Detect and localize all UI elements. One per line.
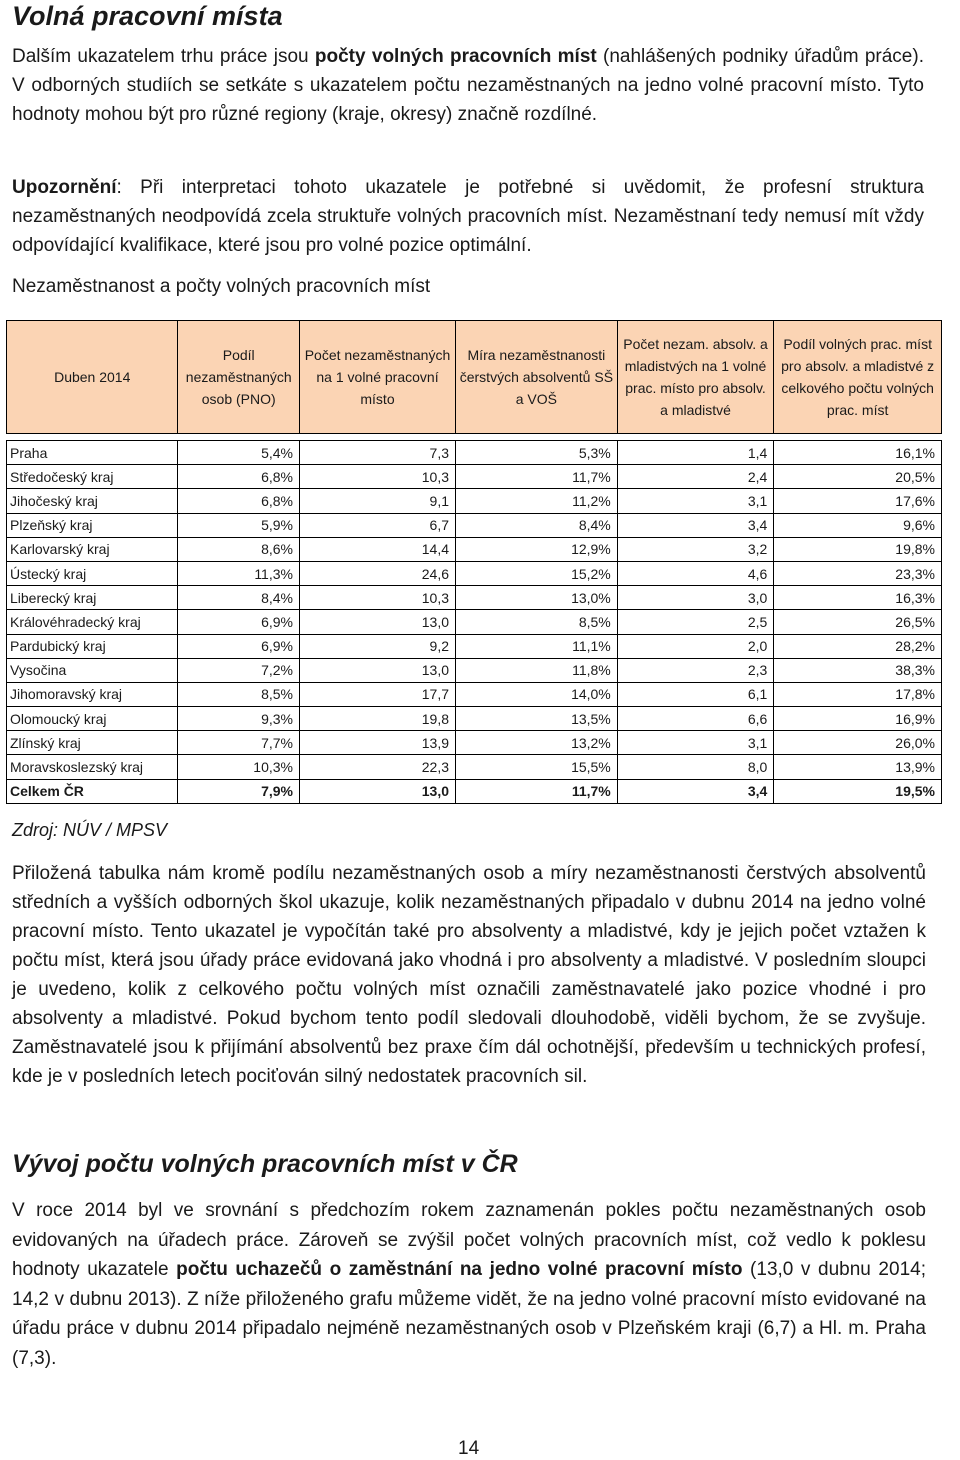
value-cell: 13,5%	[456, 707, 618, 731]
value-cell: 6,6	[617, 707, 774, 731]
text-span: Dalším ukazatelem trhu práce jsou	[12, 46, 315, 67]
value-cell: 13,9	[299, 731, 455, 755]
table-row	[7, 441, 942, 465]
value-cell: 2,3	[617, 658, 774, 682]
value-cell: 6,8%	[178, 465, 300, 489]
region-cell: Celkem ČR	[7, 779, 178, 803]
value-cell: 4,6	[617, 561, 774, 585]
region-cell: Středočeský kraj	[7, 465, 178, 489]
value-cell: 5,4%	[178, 441, 300, 465]
value-cell: 10,3	[299, 586, 455, 610]
table-row	[7, 465, 942, 489]
table-row	[7, 586, 942, 610]
value-cell: 8,6%	[178, 537, 300, 561]
value-cell: 7,7%	[178, 731, 300, 755]
value-cell: 9,2	[299, 634, 455, 658]
value-cell: 12,9%	[456, 537, 618, 561]
table-row	[7, 513, 942, 537]
table-row	[7, 634, 942, 658]
value-cell: 9,1	[299, 489, 455, 513]
value-cell: 13,0	[299, 779, 455, 803]
value-cell: 26,5%	[774, 610, 942, 634]
bold-text: počtu uchazečů o zaměstnání na jedno volné pracovní místo	[176, 1259, 743, 1280]
value-cell: 3,0	[617, 586, 774, 610]
region-cell: Liberecký kraj	[7, 586, 178, 610]
value-cell: 9,6%	[774, 513, 942, 537]
table-header-row	[7, 321, 942, 434]
value-cell: 11,8%	[456, 658, 618, 682]
text-span: (13,0 v dubnu 2014; 14,2 v dubnu 2013). Z níže přiloženého grafu můžeme vidět, že na jedno volné pracovní místo evidované na úřadu práce v dubnu 2014 připadalo nejméně nezaměstnaných osob v Plzeňském kraji (6,7) a Hl. m. Praha (7,3).	[12, 1259, 926, 1369]
table-row	[7, 755, 942, 779]
column-header: Počet nezam. absolv. a mladistvých na 1 volné prac. místo pro absolv. a mladistvé	[617, 321, 774, 434]
value-cell: 7,2%	[178, 658, 300, 682]
table-row	[7, 610, 942, 634]
value-cell: 17,7	[299, 682, 455, 706]
section-heading-2: Vývoj počtu volných pracovních míst v ČR	[12, 1150, 518, 1178]
value-cell: 1,4	[617, 441, 774, 465]
bold-text: počty volných pracovních míst	[314, 46, 597, 67]
value-cell: 9,3%	[178, 707, 300, 731]
value-cell: 7,3	[299, 441, 455, 465]
column-header: Duben 2014	[7, 321, 178, 434]
text-span: V roce 2014 byl ve srovnání s předchozím rokem zaznamenán pokles počtu nezaměstnaných osob evidovaných na úřadech práce. Zároveň se zvýšil počet volných pracovních míst, což vedlo k poklesu hodnoty ukazatele	[12, 1200, 926, 1280]
spacer-row	[7, 434, 942, 441]
total-row	[7, 779, 942, 803]
intro-paragraph	[12, 42, 924, 129]
value-cell: 13,0%	[456, 586, 618, 610]
value-cell: 28,2%	[774, 634, 942, 658]
value-cell: 10,3%	[178, 755, 300, 779]
region-cell: Ústecký kraj	[7, 561, 178, 585]
region-cell: Jihočeský kraj	[7, 489, 178, 513]
value-cell: 8,4%	[178, 586, 300, 610]
region-cell: Královéhradecký kraj	[7, 610, 178, 634]
region-cell: Zlínský kraj	[7, 731, 178, 755]
value-cell: 6,8%	[178, 489, 300, 513]
warning-label: Upozornění	[12, 177, 117, 198]
value-cell: 6,9%	[178, 610, 300, 634]
value-cell: 5,3%	[456, 441, 618, 465]
region-cell: Praha	[7, 441, 178, 465]
value-cell: 11,3%	[178, 561, 300, 585]
value-cell: 3,4	[617, 779, 774, 803]
value-cell: 22,3	[299, 755, 455, 779]
region-cell: Jihomoravský kraj	[7, 682, 178, 706]
value-cell: 14,0%	[456, 682, 618, 706]
value-cell: 23,3%	[774, 561, 942, 585]
table-title: Nezaměstnanost a počty volných pracovních míst	[12, 276, 431, 297]
text-span: (nahlášených podniky úřadům práce). V odborných studiích se setkáte s ukazatelem počtu nezaměstnaných na jedno volné pracovní místo. Tyto hodnoty mohou být pro různé regiony (kraje, okresy) značně rozdílné.	[12, 46, 924, 125]
page-number: 14	[458, 1438, 480, 1459]
value-cell: 20,5%	[774, 465, 942, 489]
value-cell: 38,3%	[774, 658, 942, 682]
value-cell: 3,4	[617, 513, 774, 537]
column-header: Podíl volných prac. míst pro absolv. a mladistvé z celkového počtu volných prac. míst	[774, 321, 942, 434]
column-header: Podíl nezaměstnaných osob (PNO)	[178, 321, 300, 434]
value-cell: 16,1%	[774, 441, 942, 465]
value-cell: 17,8%	[774, 682, 942, 706]
value-cell: 16,9%	[774, 707, 942, 731]
value-cell: 15,5%	[456, 755, 618, 779]
value-cell: 19,8	[299, 707, 455, 731]
value-cell: 17,6%	[774, 489, 942, 513]
table-row	[7, 658, 942, 682]
value-cell: 5,9%	[178, 513, 300, 537]
region-cell: Pardubický kraj	[7, 634, 178, 658]
value-cell: 3,2	[617, 537, 774, 561]
table-row	[7, 682, 942, 706]
region-cell: Karlovarský kraj	[7, 537, 178, 561]
table-row	[7, 561, 942, 585]
explanation-paragraph: Přiložená tabulka nám kromě podílu nezaměstnaných osob a míry nezaměstnanosti čerstvých absolventů středních a vyšších odborných škol ukazuje, kolik nezaměstnaných připadalo v dubnu 2014 na jedno volné pracovní místo. Tento ukazatel je vypočítán také pro absolventy a mladistvé, kdy je jejich počet vztažen k počtu míst, která jsou úřady práce evidovaná jako vhodná i pro absolventy a mladistvé. V posledním sloupci je uvedeno, kolik z celkového počtu volných míst označili zaměstnavatelé jako pozice vhodné i pro absolventy a mladistvé. Pokud bychom tento podíl sledovali dlouhodobě, viděli bychom, že se zvyšuje. Zaměstnavatelé jsou k přijímání absolventů bez praxe čím dál ochotnější, především u technických profesí, kde je v posledních letech pociťován silný nedostatek pracovních sil.	[12, 863, 926, 1087]
value-cell: 13,0	[299, 610, 455, 634]
value-cell: 3,1	[617, 489, 774, 513]
table-row	[7, 707, 942, 731]
trend-paragraph	[12, 1196, 926, 1373]
value-cell: 11,1%	[456, 634, 618, 658]
value-cell: 19,5%	[774, 779, 942, 803]
table-row	[7, 731, 942, 755]
source-note: Zdroj: NÚV / MPSV	[12, 820, 168, 840]
section-heading: Volná pracovní místa	[12, 1, 283, 31]
value-cell: 2,0	[617, 634, 774, 658]
value-cell: 11,7%	[456, 779, 618, 803]
value-cell: 8,5%	[178, 682, 300, 706]
text-span: : Při interpretaci tohoto ukazatele je potřebné si uvědomit, že profesní struktura nezaměstnaných neodpovídá zcela struktuře volných pracovních míst. Nezaměstnaní tedy nemusí mít vždy odpovídající kvalifikace, které jsou pro volné pozice optimální.	[12, 177, 924, 256]
region-cell: Moravskoslezský kraj	[7, 755, 178, 779]
table-row	[7, 537, 942, 561]
region-cell: Olomoucký kraj	[7, 707, 178, 731]
value-cell: 13,0	[299, 658, 455, 682]
region-cell: Vysočina	[7, 658, 178, 682]
value-cell: 2,5	[617, 610, 774, 634]
value-cell: 26,0%	[774, 731, 942, 755]
warning-paragraph	[12, 173, 924, 260]
value-cell: 14,4	[299, 537, 455, 561]
value-cell: 6,9%	[178, 634, 300, 658]
region-cell: Plzeňský kraj	[7, 513, 178, 537]
value-cell: 6,7	[299, 513, 455, 537]
value-cell: 13,2%	[456, 731, 618, 755]
value-cell: 7,9%	[178, 779, 300, 803]
value-cell: 10,3	[299, 465, 455, 489]
value-cell: 8,5%	[456, 610, 618, 634]
value-cell: 24,6	[299, 561, 455, 585]
column-header: Počet nezaměstnaných na 1 volné pracovní místo	[299, 321, 455, 434]
value-cell: 16,3%	[774, 586, 942, 610]
value-cell: 19,8%	[774, 537, 942, 561]
column-header: Míra nezaměstnanosti čerstvých absolventů SŠ a VOŠ	[456, 321, 618, 434]
value-cell: 11,7%	[456, 465, 618, 489]
value-cell: 15,2%	[456, 561, 618, 585]
value-cell: 8,4%	[456, 513, 618, 537]
table-row	[7, 489, 942, 513]
value-cell: 8,0	[617, 755, 774, 779]
value-cell: 6,1	[617, 682, 774, 706]
unemployment-table	[6, 320, 942, 804]
value-cell: 2,4	[617, 465, 774, 489]
value-cell: 11,2%	[456, 489, 618, 513]
value-cell: 3,1	[617, 731, 774, 755]
value-cell: 13,9%	[774, 755, 942, 779]
